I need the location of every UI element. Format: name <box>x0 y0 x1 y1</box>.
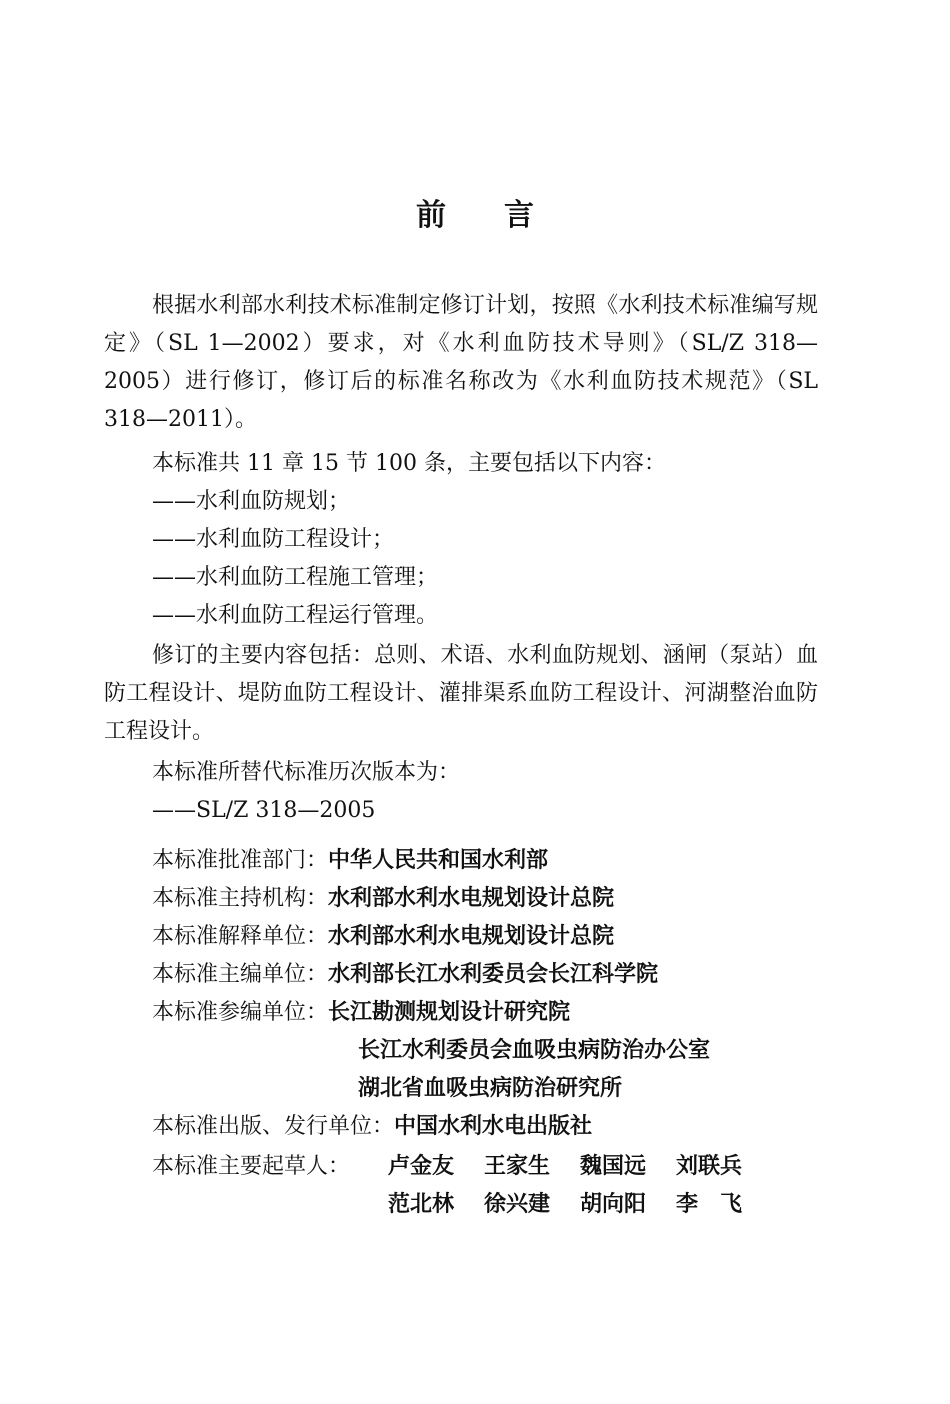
drafter-name: 王家生 <box>484 1154 551 1179</box>
participating-units-row <box>152 994 570 1032</box>
contents-list-item: ——水利血防工程设计； <box>152 527 395 552</box>
revision-paragraph: 修订的主要内容包括：总则、术语、水利血防规划、涵闸（泵站）血防工程设计、堤防血防工程设计、灌排渠系血防工程设计、河湖整治血防工程设计。 <box>104 643 818 744</box>
participating-unit-value: 湖北省血吸虫病防治研究所 <box>358 1076 623 1101</box>
chief-editor-unit-value: 水利部长江水利委员会长江科学院 <box>328 962 659 987</box>
drafter-name: 李 飞 <box>676 1192 743 1217</box>
drafter-name: 卢金友 <box>388 1154 455 1179</box>
host-organization-label: 本标准主持机构： <box>152 886 329 911</box>
interpretation-unit-value: 水利部水利水电规划设计总院 <box>328 924 615 949</box>
page-title <box>0 190 950 234</box>
chief-editor-unit-label: 本标准主编单位： <box>152 962 329 987</box>
drafters-label: 本标准主要起草人： <box>152 1154 351 1179</box>
replaced-version-item: ——SL/Z 318—2005 <box>152 798 376 823</box>
approval-department-row <box>152 842 548 880</box>
intro-paragraph: 根据水利部水利技术标准制定修订计划，按照《水利技术标准编写规定》（SL 1—2002）要求，对《水利血防技术导则》（SL/Z 318—2005）进行修订，修订后的标准名称改为《水利血防技术规范》（SL 318—2011）。 <box>104 293 818 432</box>
drafters-label-row <box>152 1148 350 1186</box>
title-char-2: 言 <box>504 198 534 233</box>
replaced-versions-label: 本标准所替代标准历次版本为： <box>152 760 461 785</box>
interpretation-unit-row <box>152 918 614 956</box>
contents-list-item: ——水利血防规划； <box>152 489 351 514</box>
host-organization-value: 水利部水利水电规划设计总院 <box>328 886 615 911</box>
drafters-row-1 <box>388 1148 742 1186</box>
publisher-row <box>152 1108 592 1146</box>
drafter-name: 刘联兵 <box>676 1154 743 1179</box>
participating-units-label: 本标准参编单位： <box>152 1000 329 1025</box>
host-organization-row <box>152 880 614 918</box>
approval-department-value: 中华人民共和国水利部 <box>328 848 549 873</box>
drafter-name: 徐兴建 <box>484 1192 551 1217</box>
interpretation-unit-label: 本标准解释单位： <box>152 924 329 949</box>
scope-statement: 本标准共 11 章 15 节 100 条，主要包括以下内容： <box>152 451 666 476</box>
drafter-name: 范北林 <box>388 1192 455 1217</box>
participating-unit-value: 长江勘测规划设计研究院 <box>328 1000 571 1025</box>
contents-list-item: ——水利血防工程运行管理。 <box>152 603 439 628</box>
approval-department-label: 本标准批准部门： <box>152 848 329 873</box>
drafters-row-2 <box>388 1186 742 1224</box>
publisher-label: 本标准出版、发行单位： <box>152 1114 395 1139</box>
title-char-1: 前 <box>416 198 446 233</box>
publisher-value: 中国水利水电出版社 <box>394 1114 593 1139</box>
participating-unit-value: 长江水利委员会血吸虫病防治办公室 <box>358 1038 711 1063</box>
drafter-name: 魏国远 <box>580 1154 647 1179</box>
chief-editor-unit-row <box>152 956 658 994</box>
contents-list-item: ——水利血防工程施工管理； <box>152 565 439 590</box>
drafter-name: 胡向阳 <box>580 1192 647 1217</box>
